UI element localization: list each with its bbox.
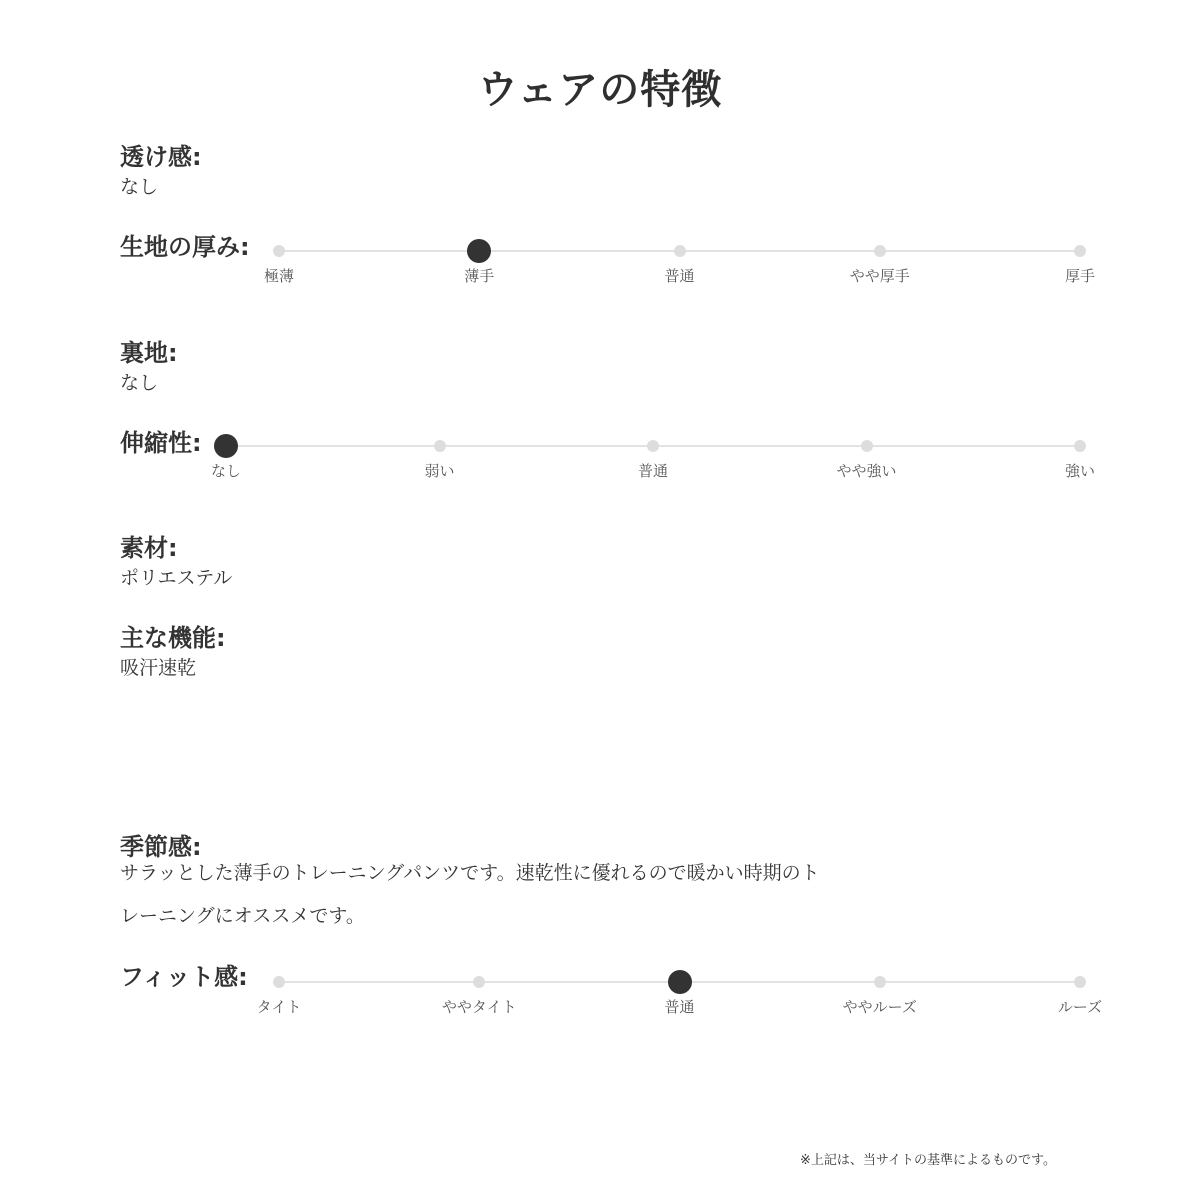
fit-scale-dot-4 <box>874 976 886 988</box>
fit-scale <box>256 972 1103 1022</box>
functions-value: 吸汗速乾 <box>120 657 197 679</box>
thickness-scale-option-3: 普通 <box>664 267 695 285</box>
fit-scale-dot-3-selected <box>668 970 692 994</box>
page-title: ウェアの特徴 <box>477 67 723 113</box>
thickness-label: 生地の厚み: <box>120 233 250 261</box>
fit-scale-option-3: 普通 <box>664 998 695 1016</box>
transparency-value: なし <box>120 176 159 198</box>
functions-label: 主な機能: <box>120 624 226 652</box>
footnote: ※上記は、当サイトの基準によるものです。 <box>800 1153 1056 1168</box>
material-label: 素材: <box>120 534 178 562</box>
stretch-scale-dot-2 <box>434 440 446 452</box>
stretch-label: 伸縮性: <box>120 429 202 457</box>
stretch-scale <box>210 436 1095 486</box>
thickness-scale-dot-3 <box>674 245 686 257</box>
thickness-scale-dot-2-selected <box>467 239 491 263</box>
lining-value: なし <box>120 372 159 394</box>
fit-scale-option-2: ややタイト <box>441 998 517 1016</box>
fit-label: フィット感: <box>120 963 248 991</box>
transparency-label: 透け感: <box>120 143 202 171</box>
season-description-line-2: レーニングにオススメです。 <box>120 905 365 927</box>
stretch-scale-dot-1-selected <box>214 434 238 458</box>
lining-label: 裏地: <box>120 339 178 367</box>
season-label: 季節感: <box>120 833 202 861</box>
thickness-scale-option-5: 厚手 <box>1064 267 1095 285</box>
season-description-line-1: サラッとした薄手のトレーニングパンツです。速乾性に優れるので暖かい時期のト <box>120 862 820 884</box>
fit-scale-dot-1 <box>273 976 285 988</box>
thickness-scale-option-4: やや厚手 <box>849 267 910 285</box>
fit-scale-dot-2 <box>473 976 485 988</box>
thickness-scale-option-2: 薄手 <box>464 267 495 285</box>
season-description <box>120 852 880 938</box>
stretch-scale-dot-3 <box>647 440 659 452</box>
stretch-scale-dot-4 <box>861 440 873 452</box>
fit-scale-option-4: ややルーズ <box>842 998 917 1016</box>
fit-scale-option-5: ルーズ <box>1057 998 1103 1016</box>
stretch-scale-dot-5 <box>1074 440 1086 452</box>
thickness-scale-dot-5 <box>1074 245 1086 257</box>
thickness-scale-dot-1 <box>273 245 285 257</box>
fit-scale-option-1: タイト <box>256 998 302 1016</box>
thickness-scale-dot-4 <box>874 245 886 257</box>
fit-scale-dot-5 <box>1074 976 1086 988</box>
thickness-scale-option-1: 極薄 <box>263 267 294 285</box>
stretch-scale-option-3: 普通 <box>637 462 668 480</box>
material-value: ポリエステル <box>120 567 233 589</box>
stretch-scale-option-2: 弱い <box>424 462 455 480</box>
stretch-scale-option-5: 強い <box>1064 462 1095 480</box>
thickness-scale <box>263 241 1095 291</box>
stretch-scale-option-1: なし <box>210 462 241 480</box>
stretch-scale-option-4: やや強い <box>836 462 897 480</box>
